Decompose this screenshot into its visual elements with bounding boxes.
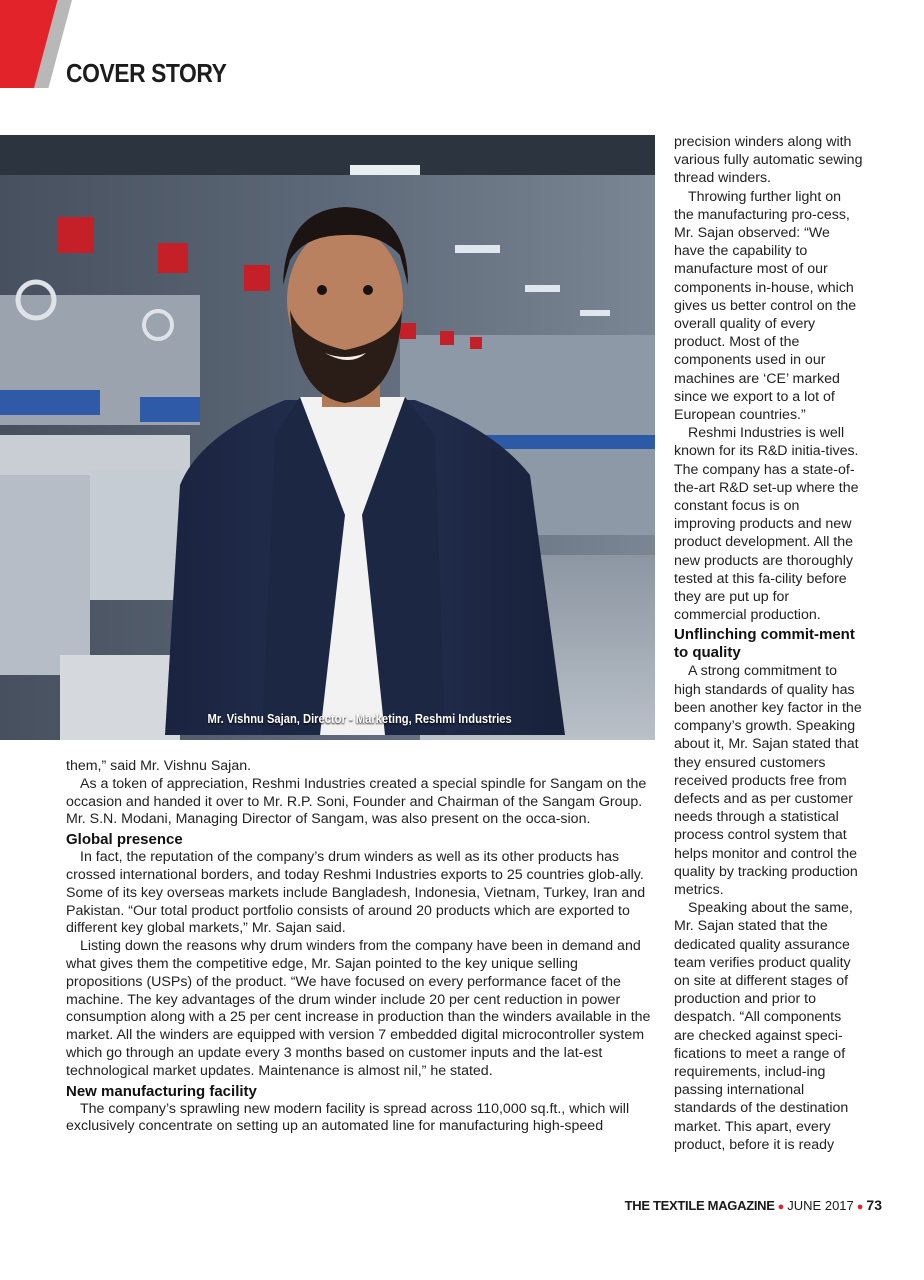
- main-subheading: New manufacturing facility: [66, 1082, 257, 1100]
- side-subheading: Unflinching commit-ment to quality: [674, 626, 855, 662]
- magazine-name: THE TEXTILE MAGAZINE: [624, 1198, 775, 1213]
- side-paragraph: Reshmi Industries is well known for its R&D initia-tives. The company has a state-of-the-art R&D set-up where the constant focus is on improving products and new product development. All the new products are thoroughly tested at this fa-cility before they are put up for commercial production.: [674, 425, 859, 624]
- side-paragraph: precision winders along with various fully automatic sewing thread winders.: [674, 134, 863, 187]
- main-paragraph: Listing down the reasons why drum winders from the company have been in demand and what gives them the competitive edge, Mr. Sajan pointed to the key unique selling propositions (USPs) of the product. “We have focused on every performance facet of the machine. The key advantages of the drum winder include 20 per cent reduction in power consumption along with a 25 per cent increase in production than the winders available in the market. All the winders are equipped with version 7 embedded digital microcontroller system which go through an update every 3 months based on customer inputs and the lat-est technological market updates. Maintenance is almost nil,” he stated.: [66, 938, 651, 1079]
- page-footer: [625, 1197, 882, 1213]
- section-label: COVER STORY: [66, 58, 227, 88]
- bullet-icon: ●: [856, 1201, 864, 1213]
- main-paragraph: In fact, the reputation of the company’s drum winders as well as its other products has crossed international borders, and today Reshmi Industries exports to 25 countries glob-ally. Some of its key overseas markets include Bangladesh, Indonesia, Vietnam, Turkey, Iran and Pakistan. “Our total product portfolio consists of around 20 products which are exported to different key global markets,” Mr. Sajan said.: [66, 849, 646, 937]
- photo-caption: Mr. Vishnu Sajan, Director - Marketing, Reshmi Industries: [207, 711, 512, 726]
- main-paragraph: them,” said Mr. Vishnu Sajan.: [66, 758, 252, 774]
- main-paragraph: As a token of appreciation, Reshmi Industries created a special spindle for Sangam on the occasion and handed it over to Mr. R.P. Soni, Founder and Chairman of the Sangam Group. Mr. S.N. Modani, Managing Director of Sangam, was also present on the occa-sion.: [66, 775, 647, 828]
- side-paragraph: A strong commitment to high standards of quality has been another key factor in the company’s growth. Speaking about it, Mr. Sajan stated that they ensured customers received products free from defects and as per customer needs through a statistical process control system that helps monitor and control the quality by tracking production metrics.: [674, 663, 862, 898]
- bullet-icon: ●: [777, 1201, 785, 1213]
- page-number: 73: [866, 1197, 882, 1213]
- main-column: [66, 758, 656, 1136]
- side-column: [674, 133, 864, 1154]
- photo-illustration: [0, 135, 655, 740]
- main-subheading: Global presence: [66, 831, 183, 849]
- cover-photo: [0, 135, 655, 740]
- side-paragraph: Throwing further light on the manufacturing pro-cess, Mr. Sajan observed: “We have the capability to manufacture most of our components in-house, which gives us better control on the overall quality of every product. Most of the components used in our machines are ‘CE’ marked since we export to a lot of European countries.”: [674, 188, 857, 424]
- main-paragraph: The company’s sprawling new modern facility is spread across 110,000 sq.ft., which will exclusively concentrate on setting up an automated line for manufacturing high-speed: [66, 1100, 630, 1135]
- side-paragraph: Speaking about the same, Mr. Sajan stated that the dedicated quality assurance team verifies product quality on site at different stages of production and prior to despatch. “All components are checked against speci-fications to meet a range of requirements, includ-ing passing international standards of the destination market. This apart, every product, before it is ready: [674, 900, 853, 1153]
- issue-date: JUNE 2017: [787, 1198, 854, 1213]
